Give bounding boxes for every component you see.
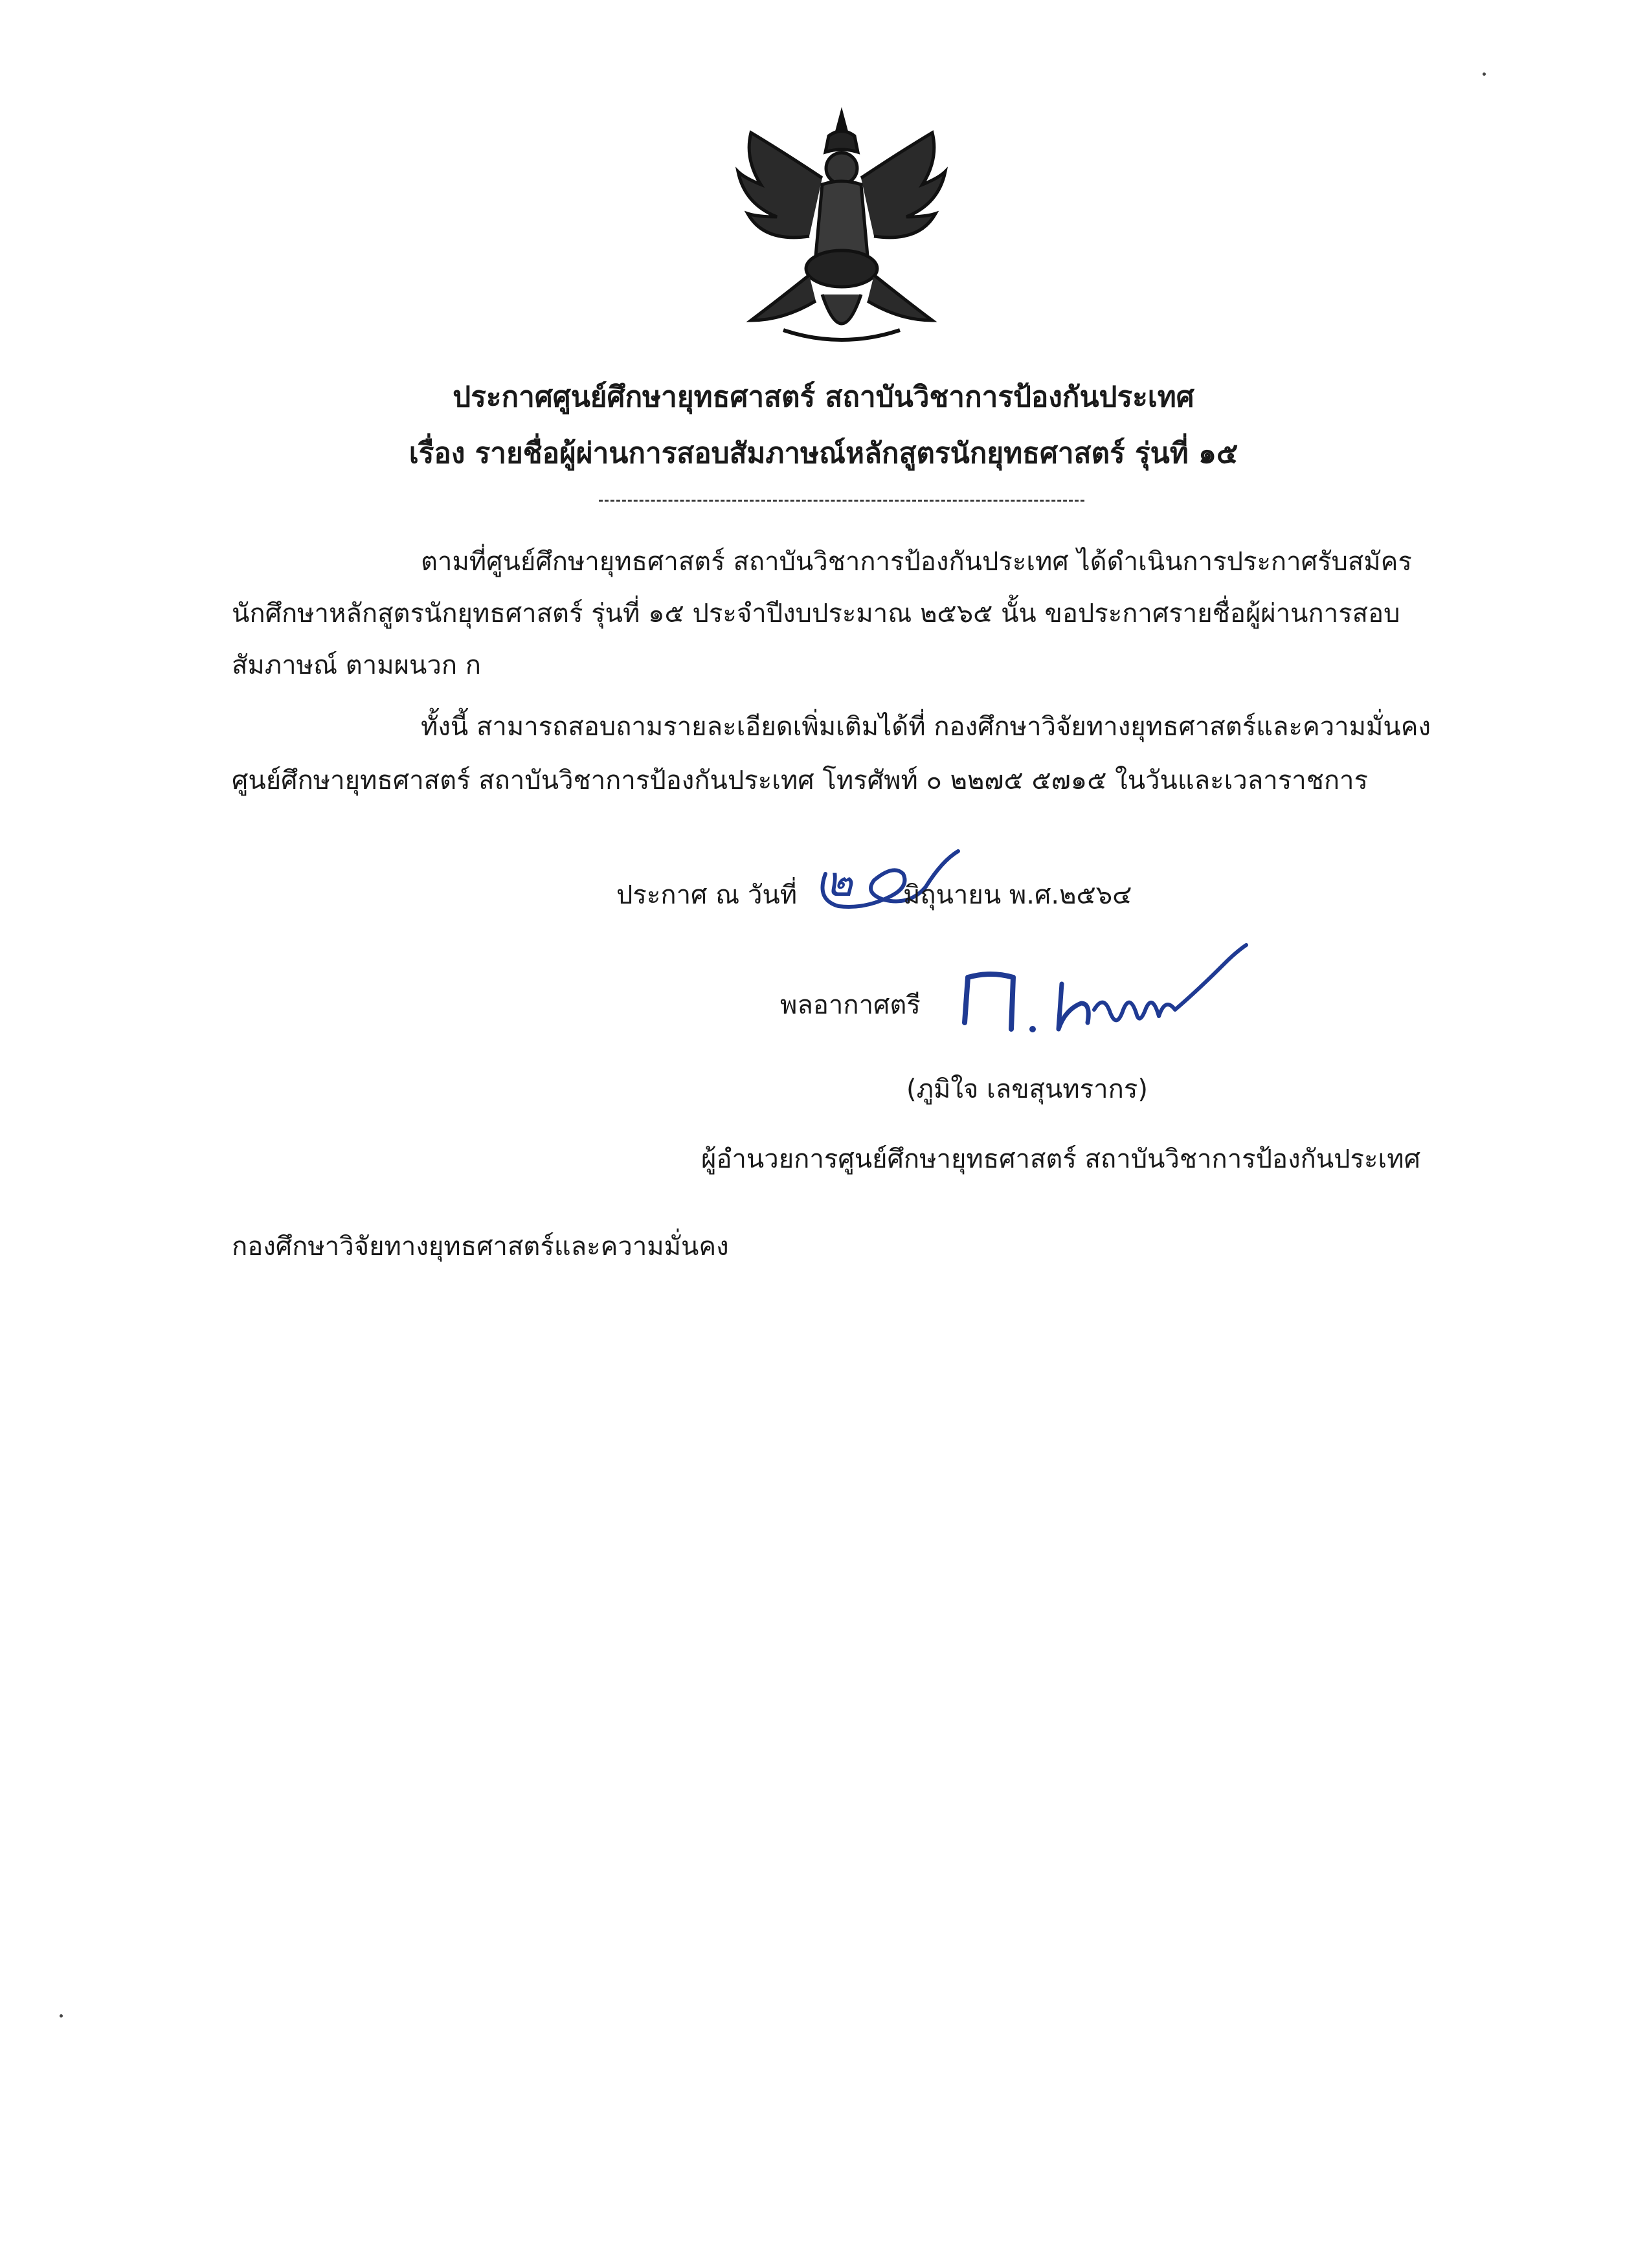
heading-separator bbox=[599, 500, 1084, 502]
garuda-emblem-icon bbox=[725, 107, 958, 359]
paragraph-1-line-2: นักศึกษาหลักสูตรนักยุทธศาสตร์ รุ่นที่ ๑๕ ประจำปีงบประมาณ ๒๕๖๕ นั้น ขอประกาศรายชื่อผู้ผ่านการสอบ bbox=[232, 599, 1400, 628]
paragraph-1-line-3: สัมภาษณ์ ตามผนวก ก bbox=[232, 650, 481, 680]
announce-date-prefix: ประกาศ ณ วันที่ bbox=[616, 880, 798, 910]
signer-position: ผู้อำนวยการศูนย์ศึกษายุทธศาสตร์ สถาบันวิชาการป้องกันประเทศ bbox=[701, 1144, 1420, 1174]
signer-name: (ภูมิใจ เลขสุนทรากร) bbox=[906, 1074, 1148, 1104]
announcement-subject: เรื่อง รายชื่อผู้ผ่านการสอบสัมภาษณ์หลักสูตรนักยุทธศาสตร์ รุ่นที่ ๑๕ bbox=[409, 437, 1238, 470]
footer-department: กองศึกษาวิจัยทางยุทธศาสตร์และความมั่นคง bbox=[232, 1232, 729, 1262]
signer-rank: พลอากาศตรี bbox=[780, 990, 921, 1020]
announce-date-suffix: มิถุนายน พ.ศ.๒๕๖๔ bbox=[903, 880, 1132, 910]
announcement-title: ประกาศศูนย์ศึกษายุทธศาสตร์ สถาบันวิชาการป้องกันประเทศ bbox=[453, 381, 1194, 414]
announce-day-handwritten: ๒ bbox=[825, 858, 853, 906]
scan-speck bbox=[1483, 72, 1486, 76]
scan-speck bbox=[60, 2014, 63, 2018]
paragraph-2-line-2: ศูนย์ศึกษายุทธศาสตร์ สถาบันวิชาการป้องกันประเทศ โทรศัพท์ ๐ ๒๒๗๕ ๕๗๑๕ ในวันและเวลาราชการ bbox=[232, 766, 1368, 795]
handwritten-signature bbox=[952, 932, 1249, 1045]
paragraph-1-line-1: ตามที่ศูนย์ศึกษายุทธศาสตร์ สถาบันวิชาการป้องกันประเทศ ได้ดำเนินการประกาศรับสมัคร bbox=[421, 547, 1412, 577]
paragraph-2-line-1: ทั้งนี้ สามารถสอบถามรายละเอียดเพิ่มเติมได้ที่ กองศึกษาวิจัยทางยุทธศาสตร์และความมั่นคง bbox=[421, 712, 1431, 742]
